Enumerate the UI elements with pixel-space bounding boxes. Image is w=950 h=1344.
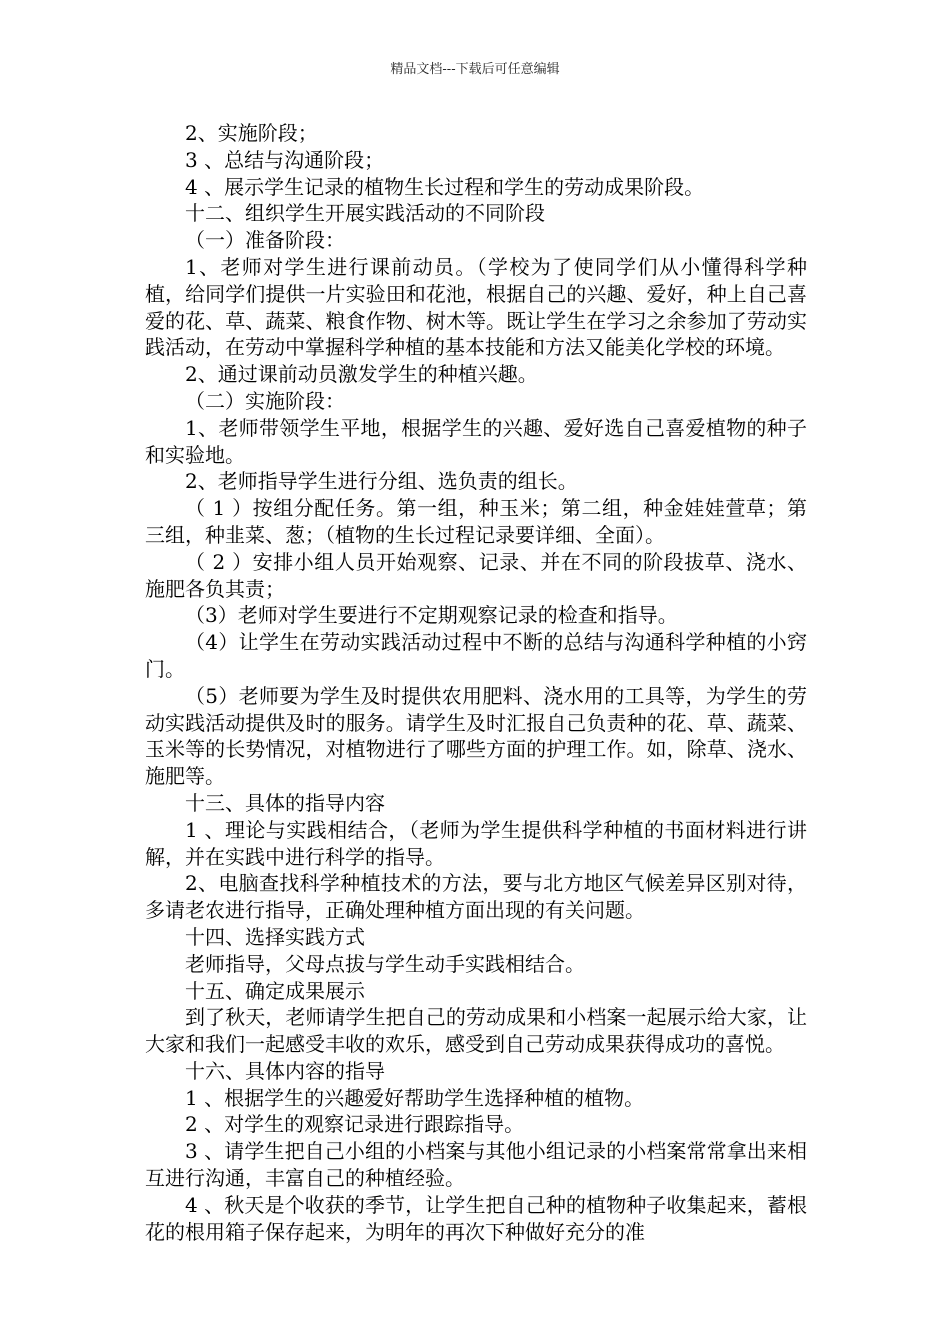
paragraph: 2、实施阶段； (185, 121, 318, 145)
paragraph: 2、电脑查找科学种植技术的方法，要与北方地区气候差异区别对待，多请老农进行指导，正确处理种植方面出现的有关问题。 (145, 871, 807, 923)
subsection-heading: （一）准备阶段： (185, 228, 345, 253)
paragraph: 2、老师指导学生进行分组、选负责的组长。 (185, 469, 578, 494)
section-heading: 十六、具体内容的指导 (185, 1058, 385, 1083)
paragraph: 1、老师带领学生平地，根据学生的兴趣、爱好选自己喜爱植物的种子和实验地。 (145, 415, 807, 467)
document-body (145, 120, 807, 1245)
section-heading: 十三、具体的指导内容 (185, 790, 385, 815)
paragraph: （4）让学生在劳动实践活动过程中不断的总结与沟通科学种植的小窍门。 (145, 630, 807, 681)
subsection-heading: （二）实施阶段： (185, 388, 345, 413)
paragraph: 3 、请学生把自己小组的小档案与其他小组记录的小档案常常拿出来相互进行沟通，丰富自己的种植经验。 (145, 1139, 807, 1191)
section-heading: 十四、选择实践方式 (185, 924, 365, 949)
paragraph: （5）老师要为学生及时提供农用肥料、浇水用的工具等，为学生的劳动实践活动提供及时的服务。请学生及时汇报自己负责种的花、草、蔬菜、玉米等的长势情况，对植物进行了哪些方面的护理工作。如，除草、浇水、施肥等。 (145, 683, 807, 789)
paragraph: 1、老师对学生进行课前动员。（学校为了使同学们从小懂得科学种植，给同学们提供一片实验田和花池，根据自己的兴趣、爱好，种上自己喜爱的花、草、蔬菜、粮食作物、树木等。既让学生在学习之余参加了劳动实践活动，在劳动中掌握科学种植的基本技能和方法又能美化学校的环境。 (145, 254, 807, 360)
section-heading: 十五、确定成果展示 (185, 978, 365, 1003)
paragraph: 1 、根据学生的兴趣爱好帮助学生选择种植的植物。 (185, 1085, 645, 1110)
paragraph: （3）老师对学生要进行不定期观察记录的检查和指导。 (185, 603, 678, 628)
page-header: 精品文档---下载后可任意编辑 (390, 62, 560, 77)
paragraph: （ 2 ）安排小组人员开始观察、记录、并在不同的阶段拔草、浇水、施肥各负其责； (145, 549, 807, 601)
paragraph: 4 、秋天是个收获的季节，让学生把自己种的植物种子收集起来，蓄根花的根用箱子保存起来，为明年的再次下种做好充分的准 (145, 1192, 807, 1244)
paragraph: （ 1 ）按组分配任务。第一组，种玉米；第二组，种金娃娃萱草；第三组，种韭菜、葱；（植物的生长过程记录要详细、全面）。 (145, 496, 807, 547)
paragraph: 4 、展示学生记录的植物生长过程和学生的劳动成果阶段。 (185, 174, 705, 199)
paragraph: 2、通过课前动员激发学生的种植兴趣。 (185, 362, 538, 387)
section-heading: 十二、组织学生开展实践活动的不同阶段 (185, 201, 545, 226)
paragraph: 3 、总结与沟通阶段； (185, 147, 385, 172)
paragraph: 老师指导，父母点拔与学生动手实践相结合。 (185, 951, 585, 976)
paragraph: 1 、理论与实践相结合，（老师为学生提供科学种植的书面材料进行讲解，并在实践中进行科学的指导。 (145, 817, 807, 869)
paragraph: 2 、对学生的观察记录进行跟踪指导。 (185, 1112, 525, 1137)
paragraph: 到了秋天，老师请学生把自己的劳动成果和小档案一起展示给大家，让大家和我们一起感受丰收的欢乐，感受到自己劳动成果获得成功的喜悦。 (145, 1005, 807, 1057)
